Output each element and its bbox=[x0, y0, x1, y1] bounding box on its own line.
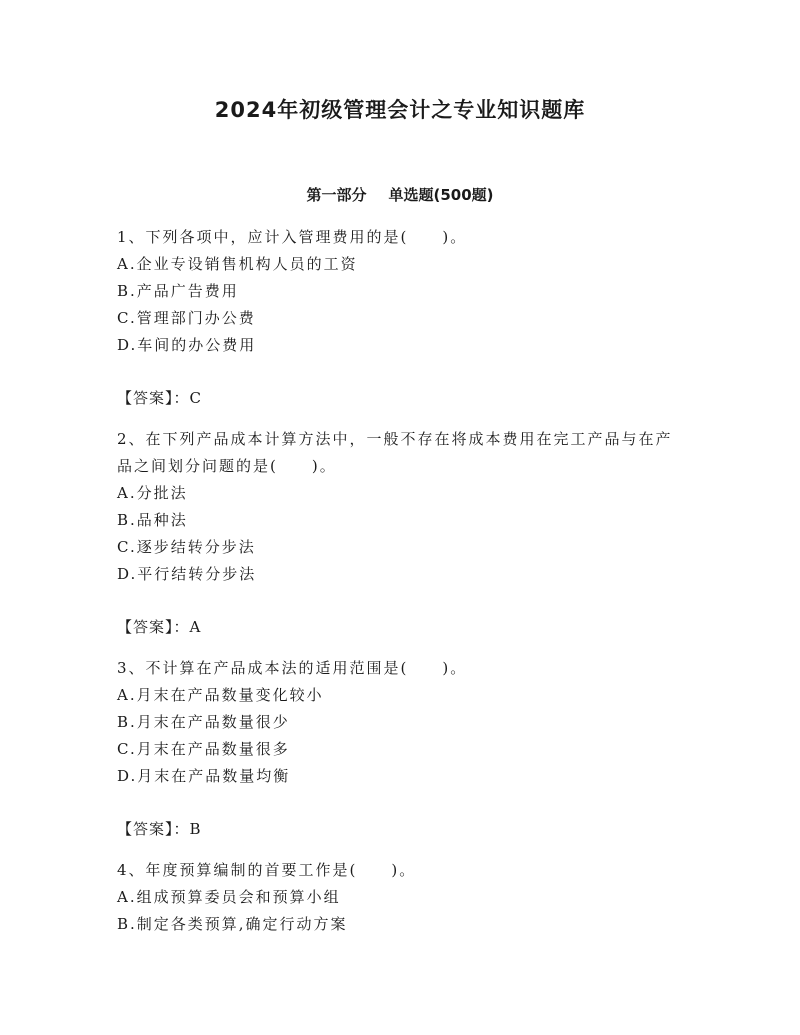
answer-value: B bbox=[189, 820, 202, 838]
option-a: A.分批法 bbox=[117, 484, 188, 502]
answer-label: 【答案】： bbox=[117, 389, 190, 407]
option-c: C.月末在产品数量很多 bbox=[117, 740, 290, 758]
document-title: 2024年初级管理会计之专业知识题库 bbox=[214, 98, 586, 122]
answer-2 bbox=[117, 614, 687, 641]
option-a: A.企业专设销售机构人员的工资 bbox=[117, 255, 358, 273]
question-1 bbox=[117, 224, 687, 359]
section-name: 单选题(500题) bbox=[388, 186, 494, 204]
question-4 bbox=[117, 857, 687, 938]
question-stem: 2、在下列产品成本计算方法中，一般不存在将成本费用在完工产品与在产品之间划分问题的是( )。 bbox=[117, 430, 673, 475]
option-d: D.月末在产品数量均衡 bbox=[117, 767, 291, 785]
answer-label: 【答案】： bbox=[117, 820, 190, 838]
section-heading bbox=[0, 184, 800, 205]
option-d: D.平行结转分步法 bbox=[117, 565, 257, 583]
question-3 bbox=[117, 655, 687, 790]
option-c: C.逐步结转分步法 bbox=[117, 538, 256, 556]
option-b: B.制定各类预算,确定行动方案 bbox=[117, 915, 348, 933]
answer-value: A bbox=[189, 618, 202, 636]
question-stem: 4、年度预算编制的首要工作是( )。 bbox=[117, 861, 417, 879]
option-b: B.产品广告费用 bbox=[117, 282, 239, 300]
section-part: 第一部分 bbox=[306, 186, 367, 204]
question-2 bbox=[117, 426, 687, 588]
question-stem: 3、不计算在产品成本法的适用范围是( )。 bbox=[117, 659, 468, 677]
answer-label: 【答案】： bbox=[117, 618, 190, 636]
option-d: D.车间的办公费用 bbox=[117, 336, 257, 354]
option-a: A.组成预算委员会和预算小组 bbox=[117, 888, 341, 906]
option-b: B.品种法 bbox=[117, 511, 188, 529]
question-stem: 1、下列各项中，应计入管理费用的是( )。 bbox=[117, 228, 468, 246]
answer-3 bbox=[117, 816, 687, 843]
answer-1 bbox=[117, 385, 687, 412]
question-list bbox=[117, 224, 687, 964]
answer-value: C bbox=[189, 389, 202, 407]
option-b: B.月末在产品数量很少 bbox=[117, 713, 290, 731]
option-a: A.月末在产品数量变化较小 bbox=[117, 686, 324, 704]
option-c: C.管理部门办公费 bbox=[117, 309, 256, 327]
